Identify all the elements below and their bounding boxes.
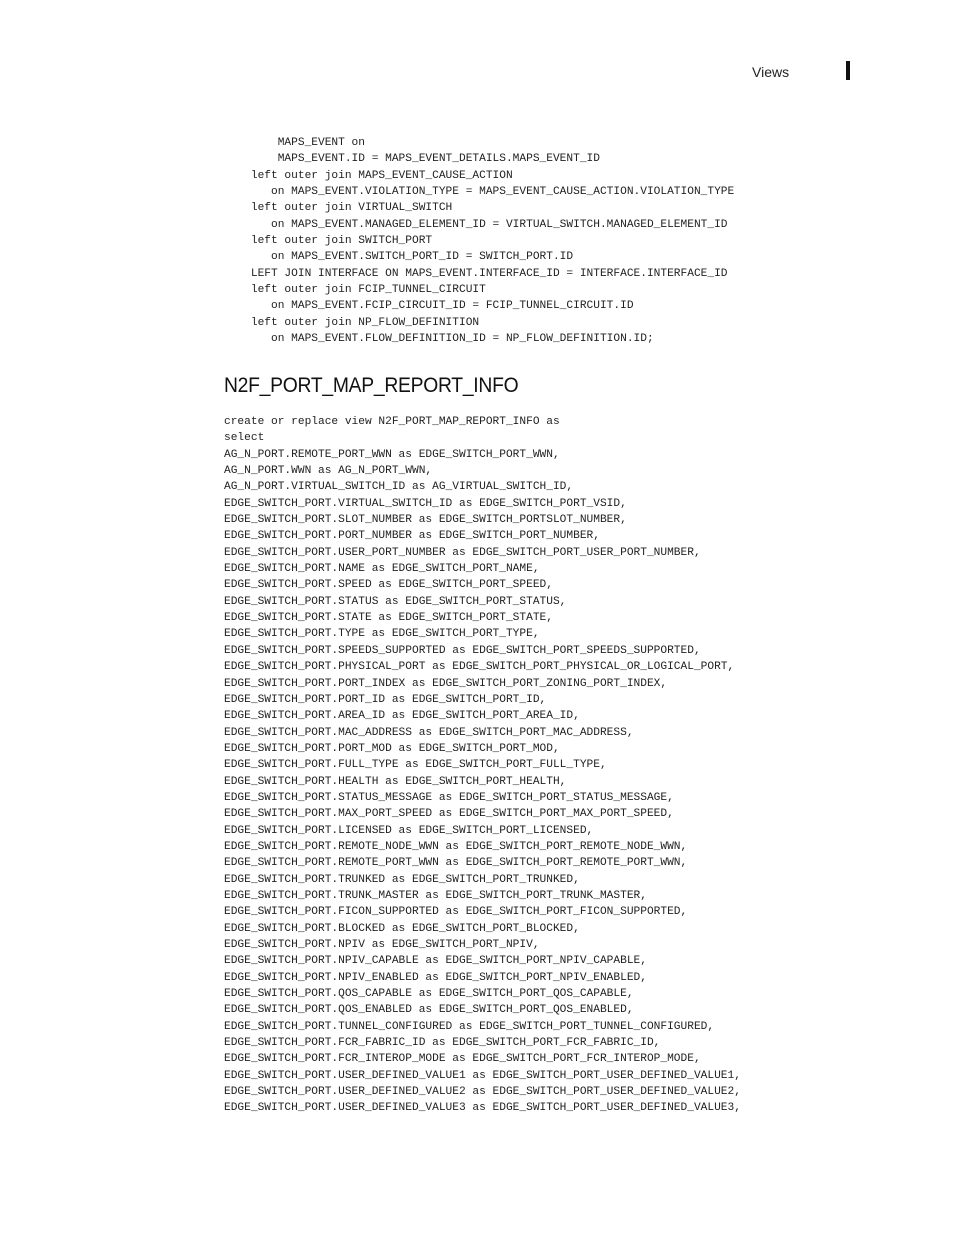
code-line: EDGE_SWITCH_PORT.NPIV_CAPABLE as EDGE_SWITCH_PORT_NPIV_CAPABLE, bbox=[224, 955, 647, 968]
code-line: EDGE_SWITCH_PORT.QOS_ENABLED as EDGE_SWITCH_PORT_QOS_ENABLED, bbox=[224, 1004, 634, 1017]
code-line: EDGE_SWITCH_PORT.MAC_ADDRESS as EDGE_SWITCH_PORT_MAC_ADDRESS, bbox=[224, 726, 634, 739]
code-line: EDGE_SWITCH_PORT.REMOTE_PORT_WWN as EDGE_SWITCH_PORT_REMOTE_PORT_WWN, bbox=[224, 857, 688, 870]
code-line: EDGE_SWITCH_PORT.STATE as EDGE_SWITCH_PORT_STATE, bbox=[224, 612, 553, 625]
code-line: EDGE_SWITCH_PORT.LICENSED as EDGE_SWITCH_PORT_LICENSED, bbox=[224, 824, 594, 837]
code-line: left outer join VIRTUAL_SWITCH bbox=[224, 202, 453, 215]
code-line: EDGE_SWITCH_PORT.TRUNK_MASTER as EDGE_SWITCH_PORT_TRUNK_MASTER, bbox=[224, 889, 647, 902]
code-line: EDGE_SWITCH_PORT.USER_PORT_NUMBER as EDGE_SWITCH_PORT_USER_PORT_NUMBER, bbox=[224, 546, 701, 559]
code-line: on MAPS_EVENT.VIOLATION_TYPE = MAPS_EVENT_CAUSE_ACTION.VIOLATION_TYPE bbox=[224, 186, 735, 199]
code-line: EDGE_SWITCH_PORT.NPIV_ENABLED as EDGE_SWITCH_PORT_NPIV_ENABLED, bbox=[224, 971, 647, 984]
sql-code-block-continued bbox=[224, 135, 734, 347]
code-line: EDGE_SWITCH_PORT.USER_DEFINED_VALUE2 as EDGE_SWITCH_PORT_USER_DEFINED_VALUE2, bbox=[224, 1086, 741, 1099]
code-line: on MAPS_EVENT.FCIP_CIRCUIT_ID = FCIP_TUNNEL_CIRCUIT.ID bbox=[224, 300, 634, 313]
sql-code-block-view-definition bbox=[224, 414, 741, 1117]
code-line: EDGE_SWITCH_PORT.TYPE as EDGE_SWITCH_PORT_TYPE, bbox=[224, 628, 540, 641]
code-line: select bbox=[224, 432, 265, 445]
code-line: EDGE_SWITCH_PORT.NAME as EDGE_SWITCH_PORT_NAME, bbox=[224, 563, 540, 576]
code-line: on MAPS_EVENT.MANAGED_ELEMENT_ID = VIRTUAL_SWITCH.MANAGED_ELEMENT_ID bbox=[224, 218, 728, 231]
code-line: EDGE_SWITCH_PORT.PORT_ID as EDGE_SWITCH_PORT_ID, bbox=[224, 693, 547, 706]
code-line: EDGE_SWITCH_PORT.MAX_PORT_SPEED as EDGE_SWITCH_PORT_MAX_PORT_SPEED, bbox=[224, 808, 674, 821]
code-line: EDGE_SWITCH_PORT.REMOTE_NODE_WWN as EDGE_SWITCH_PORT_REMOTE_NODE_WWN, bbox=[224, 840, 688, 853]
section-heading: N2F_PORT_MAP_REPORT_INFO bbox=[224, 374, 519, 397]
code-line: EDGE_SWITCH_PORT.SLOT_NUMBER as EDGE_SWITCH_PORTSLOT_NUMBER, bbox=[224, 514, 627, 527]
code-line: AG_N_PORT.REMOTE_PORT_WWN as EDGE_SWITCH_PORT_WWN, bbox=[224, 448, 560, 461]
code-line: AG_N_PORT.WWN as AG_N_PORT_WWN, bbox=[224, 465, 433, 478]
code-line: LEFT JOIN INTERFACE ON MAPS_EVENT.INTERFACE_ID = INTERFACE.INTERFACE_ID bbox=[224, 267, 728, 280]
running-header-title: Views bbox=[752, 64, 790, 80]
code-line: EDGE_SWITCH_PORT.USER_DEFINED_VALUE1 as EDGE_SWITCH_PORT_USER_DEFINED_VALUE1, bbox=[224, 1069, 741, 1082]
code-line: EDGE_SWITCH_PORT.FULL_TYPE as EDGE_SWITCH_PORT_FULL_TYPE, bbox=[224, 759, 607, 772]
code-line: EDGE_SWITCH_PORT.AREA_ID as EDGE_SWITCH_PORT_AREA_ID, bbox=[224, 710, 580, 723]
code-line: left outer join SWITCH_PORT bbox=[224, 235, 433, 248]
code-line: EDGE_SWITCH_PORT.PHYSICAL_PORT as EDGE_SWITCH_PORT_PHYSICAL_OR_LOGICAL_PORT, bbox=[224, 661, 735, 674]
code-line: create or replace view N2F_PORT_MAP_REPORT_INFO as bbox=[224, 416, 560, 428]
code-line: left outer join NP_FLOW_DEFINITION bbox=[224, 316, 480, 329]
code-line: EDGE_SWITCH_PORT.SPEED as EDGE_SWITCH_PORT_SPEED, bbox=[224, 579, 553, 592]
code-line: AG_N_PORT.VIRTUAL_SWITCH_ID as AG_VIRTUAL_SWITCH_ID, bbox=[224, 481, 574, 494]
code-line: EDGE_SWITCH_PORT.USER_DEFINED_VALUE3 as EDGE_SWITCH_PORT_USER_DEFINED_VALUE3, bbox=[224, 1102, 741, 1115]
code-line: EDGE_SWITCH_PORT.BLOCKED as EDGE_SWITCH_PORT_BLOCKED, bbox=[224, 922, 580, 935]
code-line: MAPS_EVENT on bbox=[224, 137, 365, 149]
code-line: EDGE_SWITCH_PORT.PORT_MOD as EDGE_SWITCH_PORT_MOD, bbox=[224, 742, 560, 755]
code-line: EDGE_SWITCH_PORT.NPIV as EDGE_SWITCH_PORT_NPIV, bbox=[224, 939, 540, 951]
code-line: EDGE_SWITCH_PORT.SPEEDS_SUPPORTED as EDGE_SWITCH_PORT_SPEEDS_SUPPORTED, bbox=[224, 644, 701, 657]
code-line: EDGE_SWITCH_PORT.STATUS as EDGE_SWITCH_PORT_STATUS, bbox=[224, 595, 567, 608]
code-line: EDGE_SWITCH_PORT.TUNNEL_CONFIGURED as EDGE_SWITCH_PORT_TUNNEL_CONFIGURED, bbox=[224, 1020, 715, 1033]
code-line: EDGE_SWITCH_PORT.QOS_CAPABLE as EDGE_SWITCH_PORT_QOS_CAPABLE, bbox=[224, 988, 634, 1001]
code-line: MAPS_EVENT.ID = MAPS_EVENT_DETAILS.MAPS_EVENT_ID bbox=[224, 153, 600, 166]
header-marker-bar bbox=[846, 61, 850, 80]
code-line: EDGE_SWITCH_PORT.PORT_INDEX as EDGE_SWITCH_PORT_ZONING_PORT_INDEX, bbox=[224, 677, 668, 690]
code-line: left outer join MAPS_EVENT_CAUSE_ACTION bbox=[224, 169, 513, 182]
code-line: EDGE_SWITCH_PORT.PORT_NUMBER as EDGE_SWITCH_PORT_NUMBER, bbox=[224, 530, 600, 543]
code-line: EDGE_SWITCH_PORT.FCR_FABRIC_ID as EDGE_SWITCH_PORT_FCR_FABRIC_ID, bbox=[224, 1037, 661, 1050]
code-line: on MAPS_EVENT.SWITCH_PORT_ID = SWITCH_PORT.ID bbox=[224, 251, 574, 264]
code-line: EDGE_SWITCH_PORT.FCR_INTEROP_MODE as EDGE_SWITCH_PORT_FCR_INTEROP_MODE, bbox=[224, 1053, 701, 1066]
code-line: left outer join FCIP_TUNNEL_CIRCUIT bbox=[224, 284, 486, 297]
code-line: EDGE_SWITCH_PORT.FICON_SUPPORTED as EDGE_SWITCH_PORT_FICON_SUPPORTED, bbox=[224, 906, 688, 919]
code-line: EDGE_SWITCH_PORT.VIRTUAL_SWITCH_ID as EDGE_SWITCH_PORT_VSID, bbox=[224, 497, 627, 510]
code-line: EDGE_SWITCH_PORT.TRUNKED as EDGE_SWITCH_PORT_TRUNKED, bbox=[224, 873, 580, 886]
code-line: EDGE_SWITCH_PORT.HEALTH as EDGE_SWITCH_PORT_HEALTH, bbox=[224, 775, 567, 788]
code-line: on MAPS_EVENT.FLOW_DEFINITION_ID = NP_FLOW_DEFINITION.ID; bbox=[224, 333, 654, 346]
code-line: EDGE_SWITCH_PORT.STATUS_MESSAGE as EDGE_SWITCH_PORT_STATUS_MESSAGE, bbox=[224, 791, 674, 804]
